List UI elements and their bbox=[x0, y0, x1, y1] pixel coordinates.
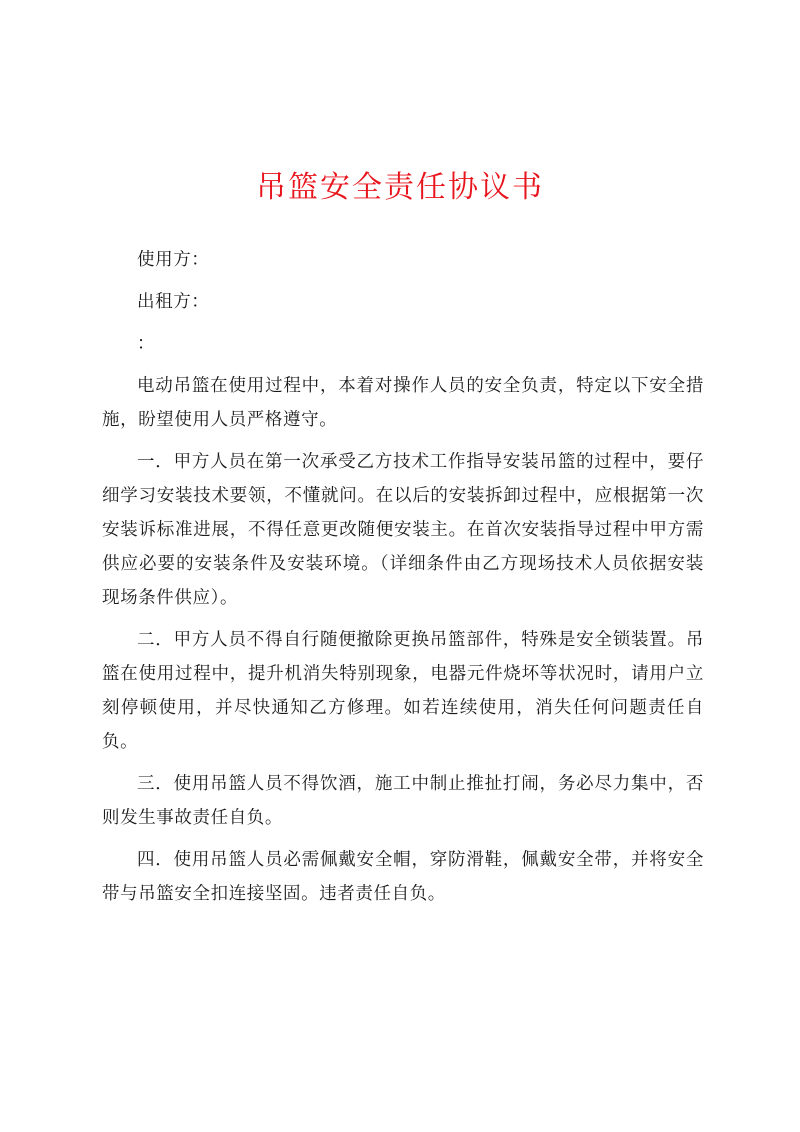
blank-field: ： bbox=[137, 334, 156, 354]
clause-1-paragraph: 一．甲方人员在第一次承受乙方技术工作指导安装吊篮的过程中，要仔细学习安装技术要领，不懂就问。在以后的安装拆卸过程中，应根据第一次安装诉标准进展，不得任意更改随便安装主。在首次安装指导过程中甲方需供应必要的安装条件及安装环境。（详细条件由乙方现场技术人员依据安装现场条件供应）。 bbox=[102, 452, 704, 608]
clause-2-paragraph: 二．甲方人员不得自行随便撤除更换吊篮部件，特殊是安全锁装置。吊篮在使用过程中，提升机消失特别现象，电器元件烧坏等状况时，请用户立刻停顿使用，并尽快通知乙方修理。如若连续使用，消失任何问题责任自负。 bbox=[102, 630, 704, 752]
intro-paragraph: 电动吊篮在使用过程中，本着对操作人员的安全负责，特定以下安全措施，盼望使用人员严格遵守。 bbox=[102, 376, 704, 430]
lessor-party-field: 出租方： bbox=[137, 292, 210, 312]
clause-4-paragraph: 四．使用吊篮人员必需佩戴安全帽，穿防滑鞋，佩戴安全带，并将安全带与吊篮安全扣连接坚固。违者责任自负。 bbox=[102, 850, 704, 904]
document-body bbox=[102, 243, 704, 919]
user-party-field: 使用方： bbox=[137, 250, 210, 270]
clause-3-paragraph: 三．使用吊篮人员不得饮酒，施工中制止推扯打闹，务必尽力集中，否则发生事故责任自负。 bbox=[102, 774, 704, 828]
document-title: 吊篮安全责任协议书 bbox=[256, 170, 544, 205]
